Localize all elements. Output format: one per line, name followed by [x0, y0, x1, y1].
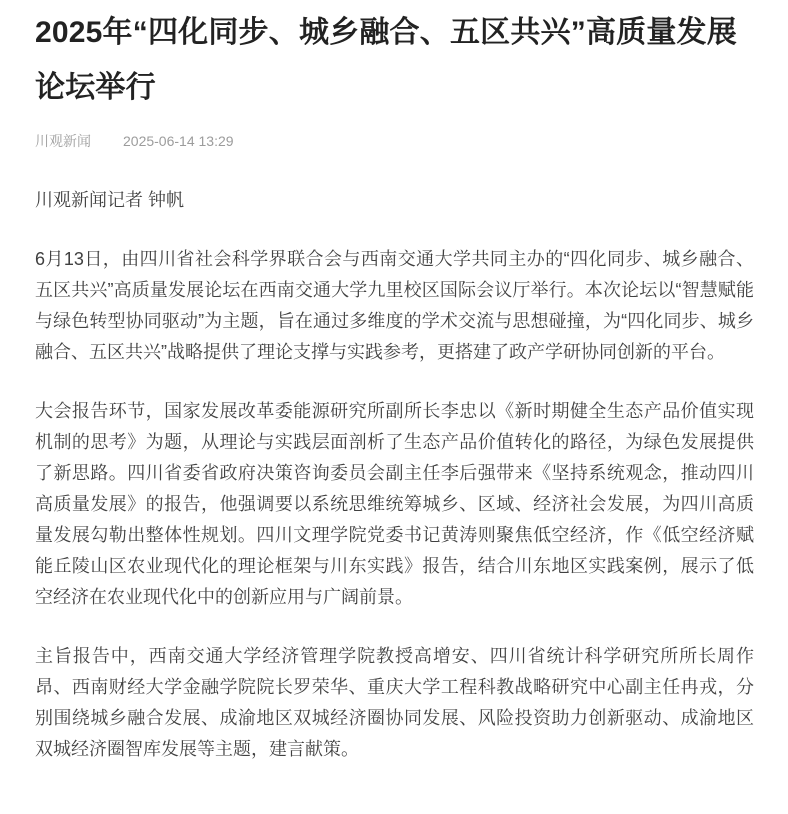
- article-paragraph-2: 大会报告环节，国家发展改革委能源研究所副所长李忠以《新时期健全生态产品价值实现机制的思考》为题，从理论与实践层面剖析了生态产品价值转化的路径，为绿色发展提供了新思路。四川省委省政府决策咨询委员会副主任李后强带来《坚持系统观念，推动四川高质量发展》的报告，他强调要以系统思维统筹城乡、区域、经济社会发展，为四川高质量发展勾勒出整体性规划。四川文理学院党委书记黄涛则聚焦低空经济，作《低空经济赋能丘陵山区农业现代化的理论框架与川东实践》报告，结合川东地区实践案例，展示了低空经济在农业现代化中的创新应用与广阔前景。: [35, 401, 754, 607]
- article-paragraph-1: 6月13日，由四川省社会科学界联合会与西南交通大学共同主办的“四化同步、城乡融合、五区共兴”高质量发展论坛在西南交通大学九里校区国际会议厅举行。本次论坛以“智慧赋能与绿色转型协同驱动”为主题，旨在通过多维度的学术交流与思想碰撞，为“四化同步、城乡融合、五区共兴”战略提供了理论支撑与实践参考，更搭建了政产学研协同创新的平台。: [35, 249, 754, 362]
- article-title: 2025年“四化同步、城乡融合、五区共兴”高质量发展论坛举行: [35, 16, 737, 104]
- article-paragraph-3: 主旨报告中，西南交通大学经济管理学院教授高增安、四川省统计科学研究所所长周作昂、西南财经大学金融学院院长罗荣华、重庆大学工程科教战略研究中心副主任冉戎，分别围绕城乡融合发展、成渝地区双城经济圈协同发展、风险投资助力创新驱动、成渝地区双城经济圈智库发展等主题，建言献策。: [35, 646, 754, 759]
- article-source: 川观新闻: [35, 133, 91, 149]
- article-byline: 川观新闻记者 钟帆: [35, 190, 185, 210]
- page-background: [0, 5, 788, 814]
- article-publish-time: 2025-06-14 13:29: [123, 133, 234, 149]
- article-meta: [35, 131, 754, 151]
- article: [0, 5, 788, 765]
